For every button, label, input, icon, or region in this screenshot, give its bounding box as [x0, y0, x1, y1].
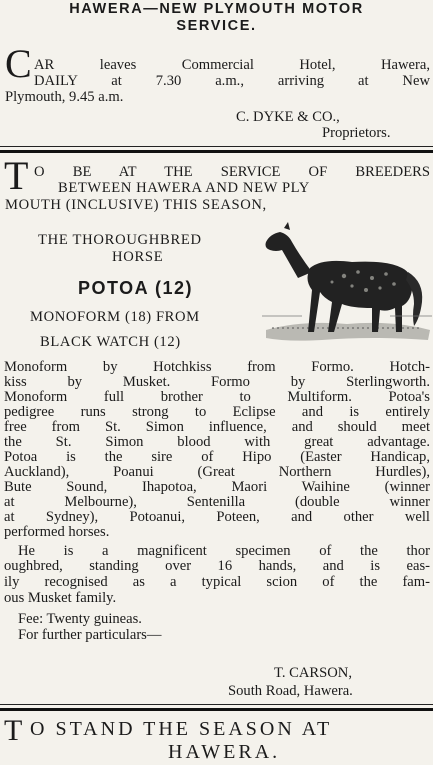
ad2-body-line: [4, 360, 430, 375]
ad2-body-line: [4, 450, 430, 465]
ad1-body-line3: Plymouth, 9.45 a.m.: [5, 89, 124, 105]
ad2-body-text: Monoform by Hotchkiss from Formo. Hotch-: [4, 359, 430, 375]
ad2-dropcap: T: [4, 153, 29, 198]
ad2-body-line: [4, 465, 430, 480]
ad1-title-line2: SERVICE.: [176, 18, 257, 34]
ad3-line1: O STAND THE SEASON AT: [30, 718, 333, 740]
ad2-body-line: performed horses.: [4, 524, 110, 540]
ad2-body-line: [4, 510, 430, 525]
ad1-body-line1: [34, 58, 430, 73]
ad1-title-line1: HAWERA—NEW PLYMOUTH MOTOR: [69, 1, 364, 17]
ad2-body-text: Auckland), Poanui (Great Northern Hurdles),: [4, 464, 430, 480]
ad2-subtitle2: HORSE: [112, 249, 164, 265]
ad2-body-line: [4, 435, 430, 450]
ad2-pedigree1: MONOFORM (18) FROM: [30, 309, 200, 325]
ad1-signature-role: Proprietors.: [322, 125, 391, 141]
ad2-signature: T. CARSON,: [274, 665, 352, 681]
ad2-body-text: Monoform full brother to Multiform. Potoa's: [4, 389, 430, 405]
ad1-dropcap: C: [5, 41, 32, 86]
ad2-body2-line: [4, 575, 430, 590]
ad2-intro-line1-text: O BE AT THE SERVICE OF BREEDERS: [34, 164, 430, 180]
ad2-body2-line: ous Musket family.: [4, 590, 117, 606]
ad2-body-line: [4, 480, 430, 495]
ad2-horse-name: POTOA (12): [78, 278, 194, 298]
ad3-line2: HAWERA.: [168, 741, 281, 763]
ad1-body-line2: [34, 74, 430, 89]
ad2-body-text: kiss by Musket. Formo by Sterlingworth.: [4, 374, 430, 390]
ad2-body2-text: ily recognised as a typical scion of the fam-: [4, 574, 430, 590]
ad2-body-text: the St. Simon blood with great advantage.: [4, 434, 430, 450]
ad1-signature: C. DYKE & CO.,: [236, 109, 340, 125]
ad2-body2-line: [18, 544, 430, 559]
divider-thick: [0, 150, 433, 153]
ad3-dropcap: T: [4, 714, 23, 747]
ad1-body-line2-text: DAILY at 7.30 a.m., arriving at New: [34, 73, 430, 89]
ad2-body-text: Potoa is the sire of Hipo (Easter Handicap,: [4, 449, 430, 465]
ad2-pedigree2: BLACK WATCH (12): [40, 334, 181, 350]
ad2-particulars: For further particulars—: [18, 627, 162, 643]
ad2-intro-line3: MOUTH (INCLUSIVE) THIS SEASON,: [5, 197, 267, 213]
ad2-body-line: [4, 495, 430, 510]
ad2-subtitle1: THE THOROUGHBRED: [38, 232, 202, 248]
ad2-body2-line: [4, 559, 430, 574]
ad2-address: South Road, Hawera.: [228, 683, 353, 699]
ad2-body-line: [4, 375, 430, 390]
horse-illustration: [262, 220, 432, 355]
ad2-fee: Fee: Twenty guineas.: [18, 611, 142, 627]
ad2-body-text: at Sydney), Potoanui, Poteen, and other well: [4, 509, 430, 525]
ad2-body2-text: He is a magnificent specimen of the thor: [18, 543, 430, 559]
ad2-body2-text: oughbred, standing over 16 hands, and is eas-: [4, 558, 430, 574]
ad2-body-text: free from St. Simon influence, and should meet: [4, 419, 430, 435]
ad2-body-line: [4, 405, 430, 420]
divider-thick: [0, 708, 433, 711]
divider: [0, 146, 433, 147]
ad2-intro-line2: BETWEEN HAWERA AND NEW PLY: [58, 180, 310, 196]
ad2-intro-line1: [34, 165, 430, 180]
ad2-body-text: pedigree runs strong to Eclipse and is entirely: [4, 404, 430, 420]
divider: [0, 704, 433, 705]
ad2-body-line: [4, 420, 430, 435]
ad1-body-line1-text: AR leaves Commercial Hotel, Hawera,: [34, 57, 430, 73]
ad2-body-line: [4, 390, 430, 405]
ad2-body-text: Bute Sound, Ihapotoa, Maori Waihine (winner: [4, 479, 430, 495]
ad2-body-text: at Melbourne), Sentenilla (double winner: [4, 494, 430, 510]
